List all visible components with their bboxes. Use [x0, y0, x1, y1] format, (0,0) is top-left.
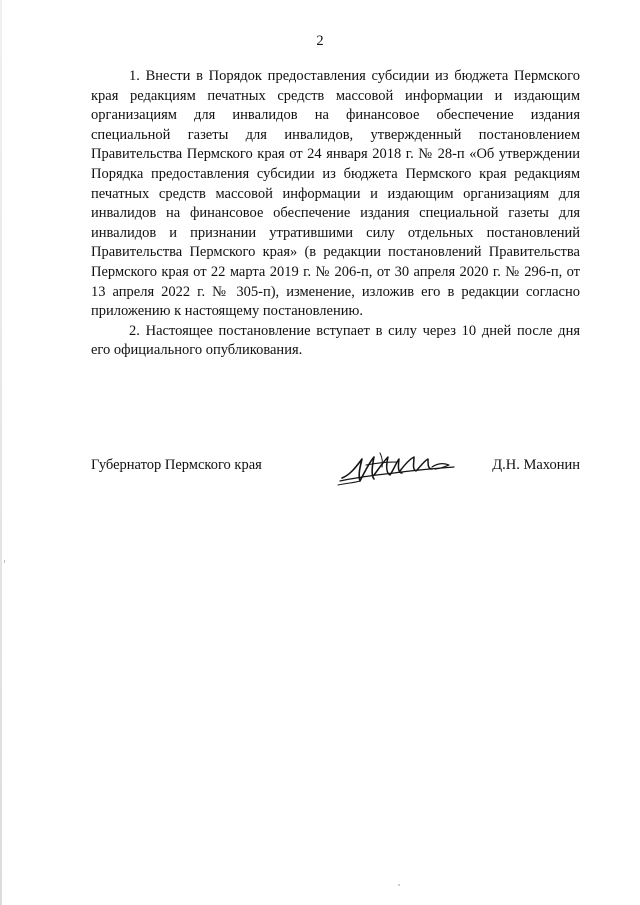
page-number: 2: [316, 33, 324, 49]
scan-edge-shadow: [0, 0, 2, 905]
handwritten-signature: [336, 445, 461, 491]
scan-speck: [4, 560, 5, 563]
paragraph-1: 1. Внести в Порядок предоставления субсидии из бюджета Пермского края редакциям печатных средств массовой информации и издающим организациям для инвалидов на финансовое обеспечение издания специальной газеты для инвалидов, утвержденный постановлением Правительства Пермского края от 24 января 2018 г. № 28-п «Об утверждении Порядка предоставления субсидии из бюджета Пермского края редакциям печатных средств массовой информации и издающим организациям для инвалидов на финансовое обеспечение издания специальной газеты для инвалидов и признании утратившими силу отдельных постановлений Правительства Пермского края» (в редакции постановлений Правительства Пермского края от 22 марта 2019 г. № 206-п, от 30 апреля 2020 г. № 296-п, от 13 апреля 2022 г. № 305-п), изменение, изложив его в редакции согласно приложению к настоящему постановлению.: [91, 68, 580, 320]
signature-block: [91, 445, 580, 495]
scan-speck: [398, 884, 400, 886]
signatory-title: Губернатор Пермского края: [91, 457, 262, 473]
signatory-name: Д.Н. Махонин: [492, 457, 580, 473]
document-body: [91, 67, 580, 361]
paragraph-2: 2. Настоящее постановление вступает в силу через 10 дней после дня его официального опубликования.: [91, 322, 580, 359]
